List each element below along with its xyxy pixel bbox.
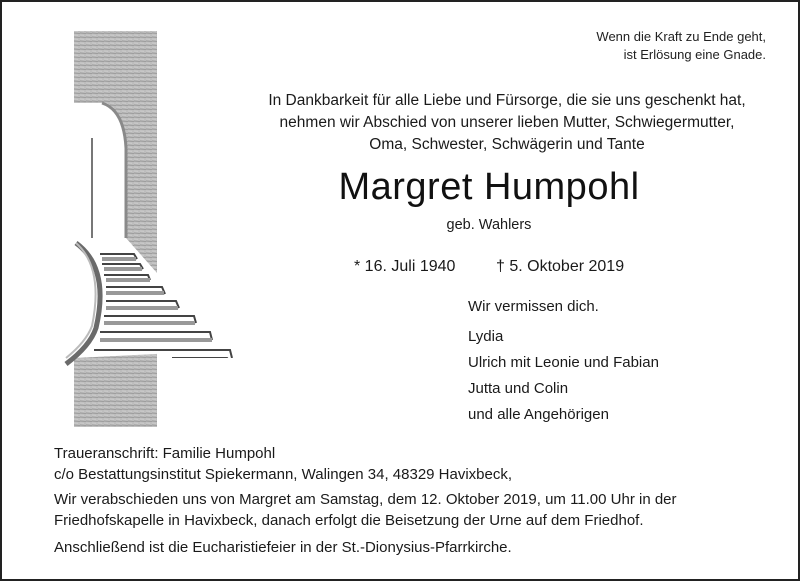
mourning-address xyxy=(54,443,512,485)
mourner-name: Jutta und Colin xyxy=(468,380,569,397)
birth-date: * 16. Juli 1940 xyxy=(354,258,456,275)
service-line: Wir verabschieden uns von Margret am Samstag, dem 12. Oktober 2019, um 11.00 Uhr in der xyxy=(54,491,677,508)
death-date: † 5. Oktober 2019 xyxy=(496,258,625,275)
motto-line: Wenn die Kraft zu Ende geht, xyxy=(596,29,766,44)
maiden-name: geb. Wahlers xyxy=(446,217,532,233)
intro-line: Oma, Schwester, Schwägerin und Tante xyxy=(369,136,645,153)
intro-text xyxy=(224,90,790,156)
address-line: Traueranschrift: Familie Humpohl xyxy=(54,445,276,462)
mourner-name: Ulrich mit Leonie und Fabian xyxy=(468,354,659,371)
motto-quote xyxy=(596,28,766,64)
deceased-name: Margret Humpohl xyxy=(338,166,640,208)
mourner-name: Lydia xyxy=(468,328,504,345)
service-details xyxy=(54,489,794,558)
mourner-name: und alle Angehörigen xyxy=(468,406,609,423)
motto-line: ist Erlösung eine Gnade. xyxy=(623,47,766,62)
intro-line: nehmen wir Abschied von unserer lieben Mutter, Schwiegermutter, xyxy=(279,114,735,131)
service-after-line: Anschließend ist die Eucharistiefeier in der St.-Dionysius-Pfarrkirche. xyxy=(54,539,512,556)
miss-line: Wir vermissen dich. xyxy=(468,298,599,315)
staircase-sketch-icon xyxy=(62,28,242,430)
mourners-block xyxy=(468,296,659,428)
intro-line: In Dankbarkeit für alle Liebe und Fürsorge, die sie uns geschenkt hat, xyxy=(268,92,746,109)
service-line: Friedhofskapelle in Havixbeck, danach erfolgt die Beisetzung der Urne auf dem Friedhof. xyxy=(54,512,644,529)
address-line: c/o Bestattungsinstitut Spiekermann, Walingen 34, 48329 Havixbeck, xyxy=(54,466,513,483)
